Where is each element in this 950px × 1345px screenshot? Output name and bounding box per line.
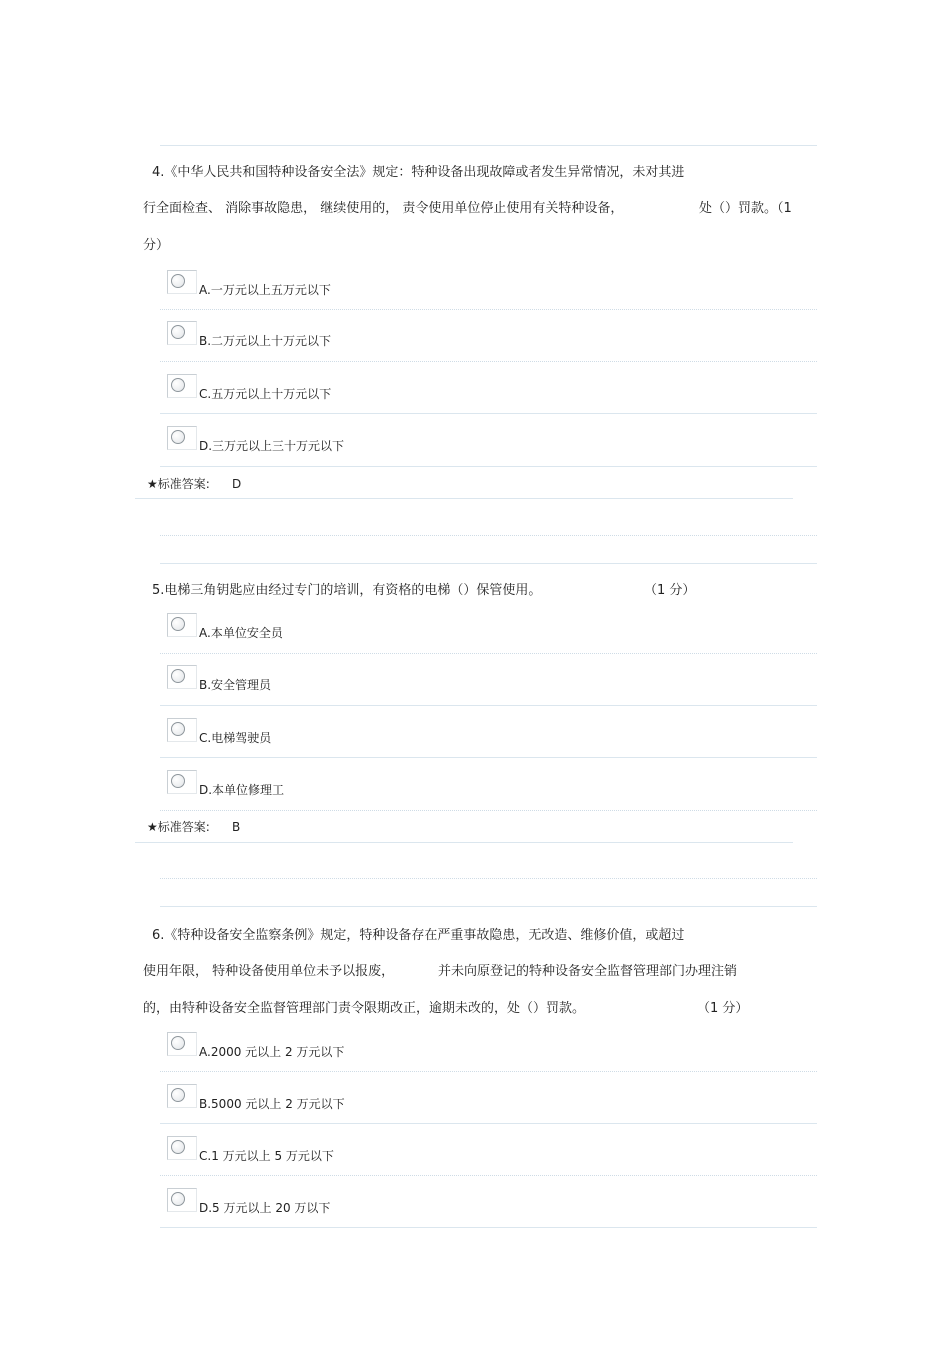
question-text-line: 6.《特种设备安全监察条例》规定，特种设备存在严重事故隐患，无改造、维修价值，或超过: [152, 928, 685, 943]
option-a-label: A.一万元以上五万元以下: [199, 283, 331, 297]
option-divider: [160, 1227, 817, 1228]
question-text-line: 5.电梯三角钥匙应由经过专门的培训，有资格的电梯（）保管使用。: [152, 583, 542, 598]
option-d-radio[interactable]: [167, 770, 197, 794]
option-c-radio[interactable]: [167, 1136, 197, 1160]
option-d-label: D.三万元以上三十万元以下: [199, 439, 345, 453]
question-text-line: 并未向原登记的特种设备安全监督管理部门办理注销: [438, 964, 738, 979]
option-divider: [160, 757, 817, 758]
option-divider: [160, 653, 817, 654]
question-text-line: 的，由特种设备安全监督管理部门责令限期改正，逾期未改的，处（）罚款。: [143, 1001, 586, 1016]
option-b-label: B.二万元以上十万元以下: [199, 334, 332, 348]
answer-label: ★标准答案:: [147, 477, 210, 491]
option-divider: [160, 1175, 817, 1176]
top-divider: [160, 145, 817, 146]
question-text-line: 分）: [143, 238, 170, 253]
option-divider: [160, 309, 817, 310]
answer-label: ★标准答案:: [147, 820, 210, 834]
option-b-label: B.安全管理员: [199, 678, 272, 692]
option-b-radio[interactable]: [167, 665, 197, 689]
option-c-label: C.五万元以上十万元以下: [199, 387, 332, 401]
option-d-radio[interactable]: [167, 1188, 197, 1212]
option-divider: [160, 810, 817, 811]
answer-value: B: [232, 820, 241, 834]
option-a-label: A.2000 元以上 2 万元以下: [199, 1045, 345, 1059]
question-divider: [160, 563, 817, 564]
option-b-radio[interactable]: [167, 321, 197, 345]
option-a-radio[interactable]: [167, 270, 197, 294]
option-a-radio[interactable]: [167, 1032, 197, 1056]
question-text-line: 使用年限， 特种设备使用单位未予以报废，: [143, 964, 395, 979]
question-divider: [160, 878, 817, 879]
option-divider: [160, 361, 817, 362]
question-score: （1 分）: [644, 583, 696, 598]
answer-divider: [135, 498, 793, 499]
option-d-label: D.5 万元以上 20 万以下: [199, 1201, 331, 1215]
question-score: （1 分）: [697, 1001, 749, 1016]
question-text-line: 行全面检查、 消除事故隐患， 继续使用的， 责令使用单位停止使用有关特种设备，: [143, 201, 624, 216]
option-c-label: C.电梯驾驶员: [199, 731, 272, 745]
option-b-radio[interactable]: [167, 1084, 197, 1108]
question-divider: [160, 906, 817, 907]
option-c-label: C.1 万元以上 5 万元以下: [199, 1149, 334, 1163]
option-a-radio[interactable]: [167, 613, 197, 637]
answer-value: D: [232, 477, 242, 491]
option-d-label: D.本单位修理工: [199, 783, 285, 797]
option-divider: [160, 466, 817, 467]
question-text-line: 4.《中华人民共和国特种设备安全法》规定：特种设备出现故障或者发生异常情况，未对其进: [152, 165, 685, 180]
option-c-radio[interactable]: [167, 718, 197, 742]
option-c-radio[interactable]: [167, 374, 197, 398]
answer-divider: [135, 842, 793, 843]
question-text-line: 处（）罚款。（1: [699, 201, 792, 216]
question-divider: [160, 535, 817, 536]
option-divider: [160, 1071, 817, 1072]
option-d-radio[interactable]: [167, 426, 197, 450]
option-divider: [160, 413, 817, 414]
option-b-label: B.5000 元以上 2 万元以下: [199, 1097, 345, 1111]
option-divider: [160, 1123, 817, 1124]
option-divider: [160, 705, 817, 706]
option-a-label: A.本单位安全员: [199, 626, 283, 640]
